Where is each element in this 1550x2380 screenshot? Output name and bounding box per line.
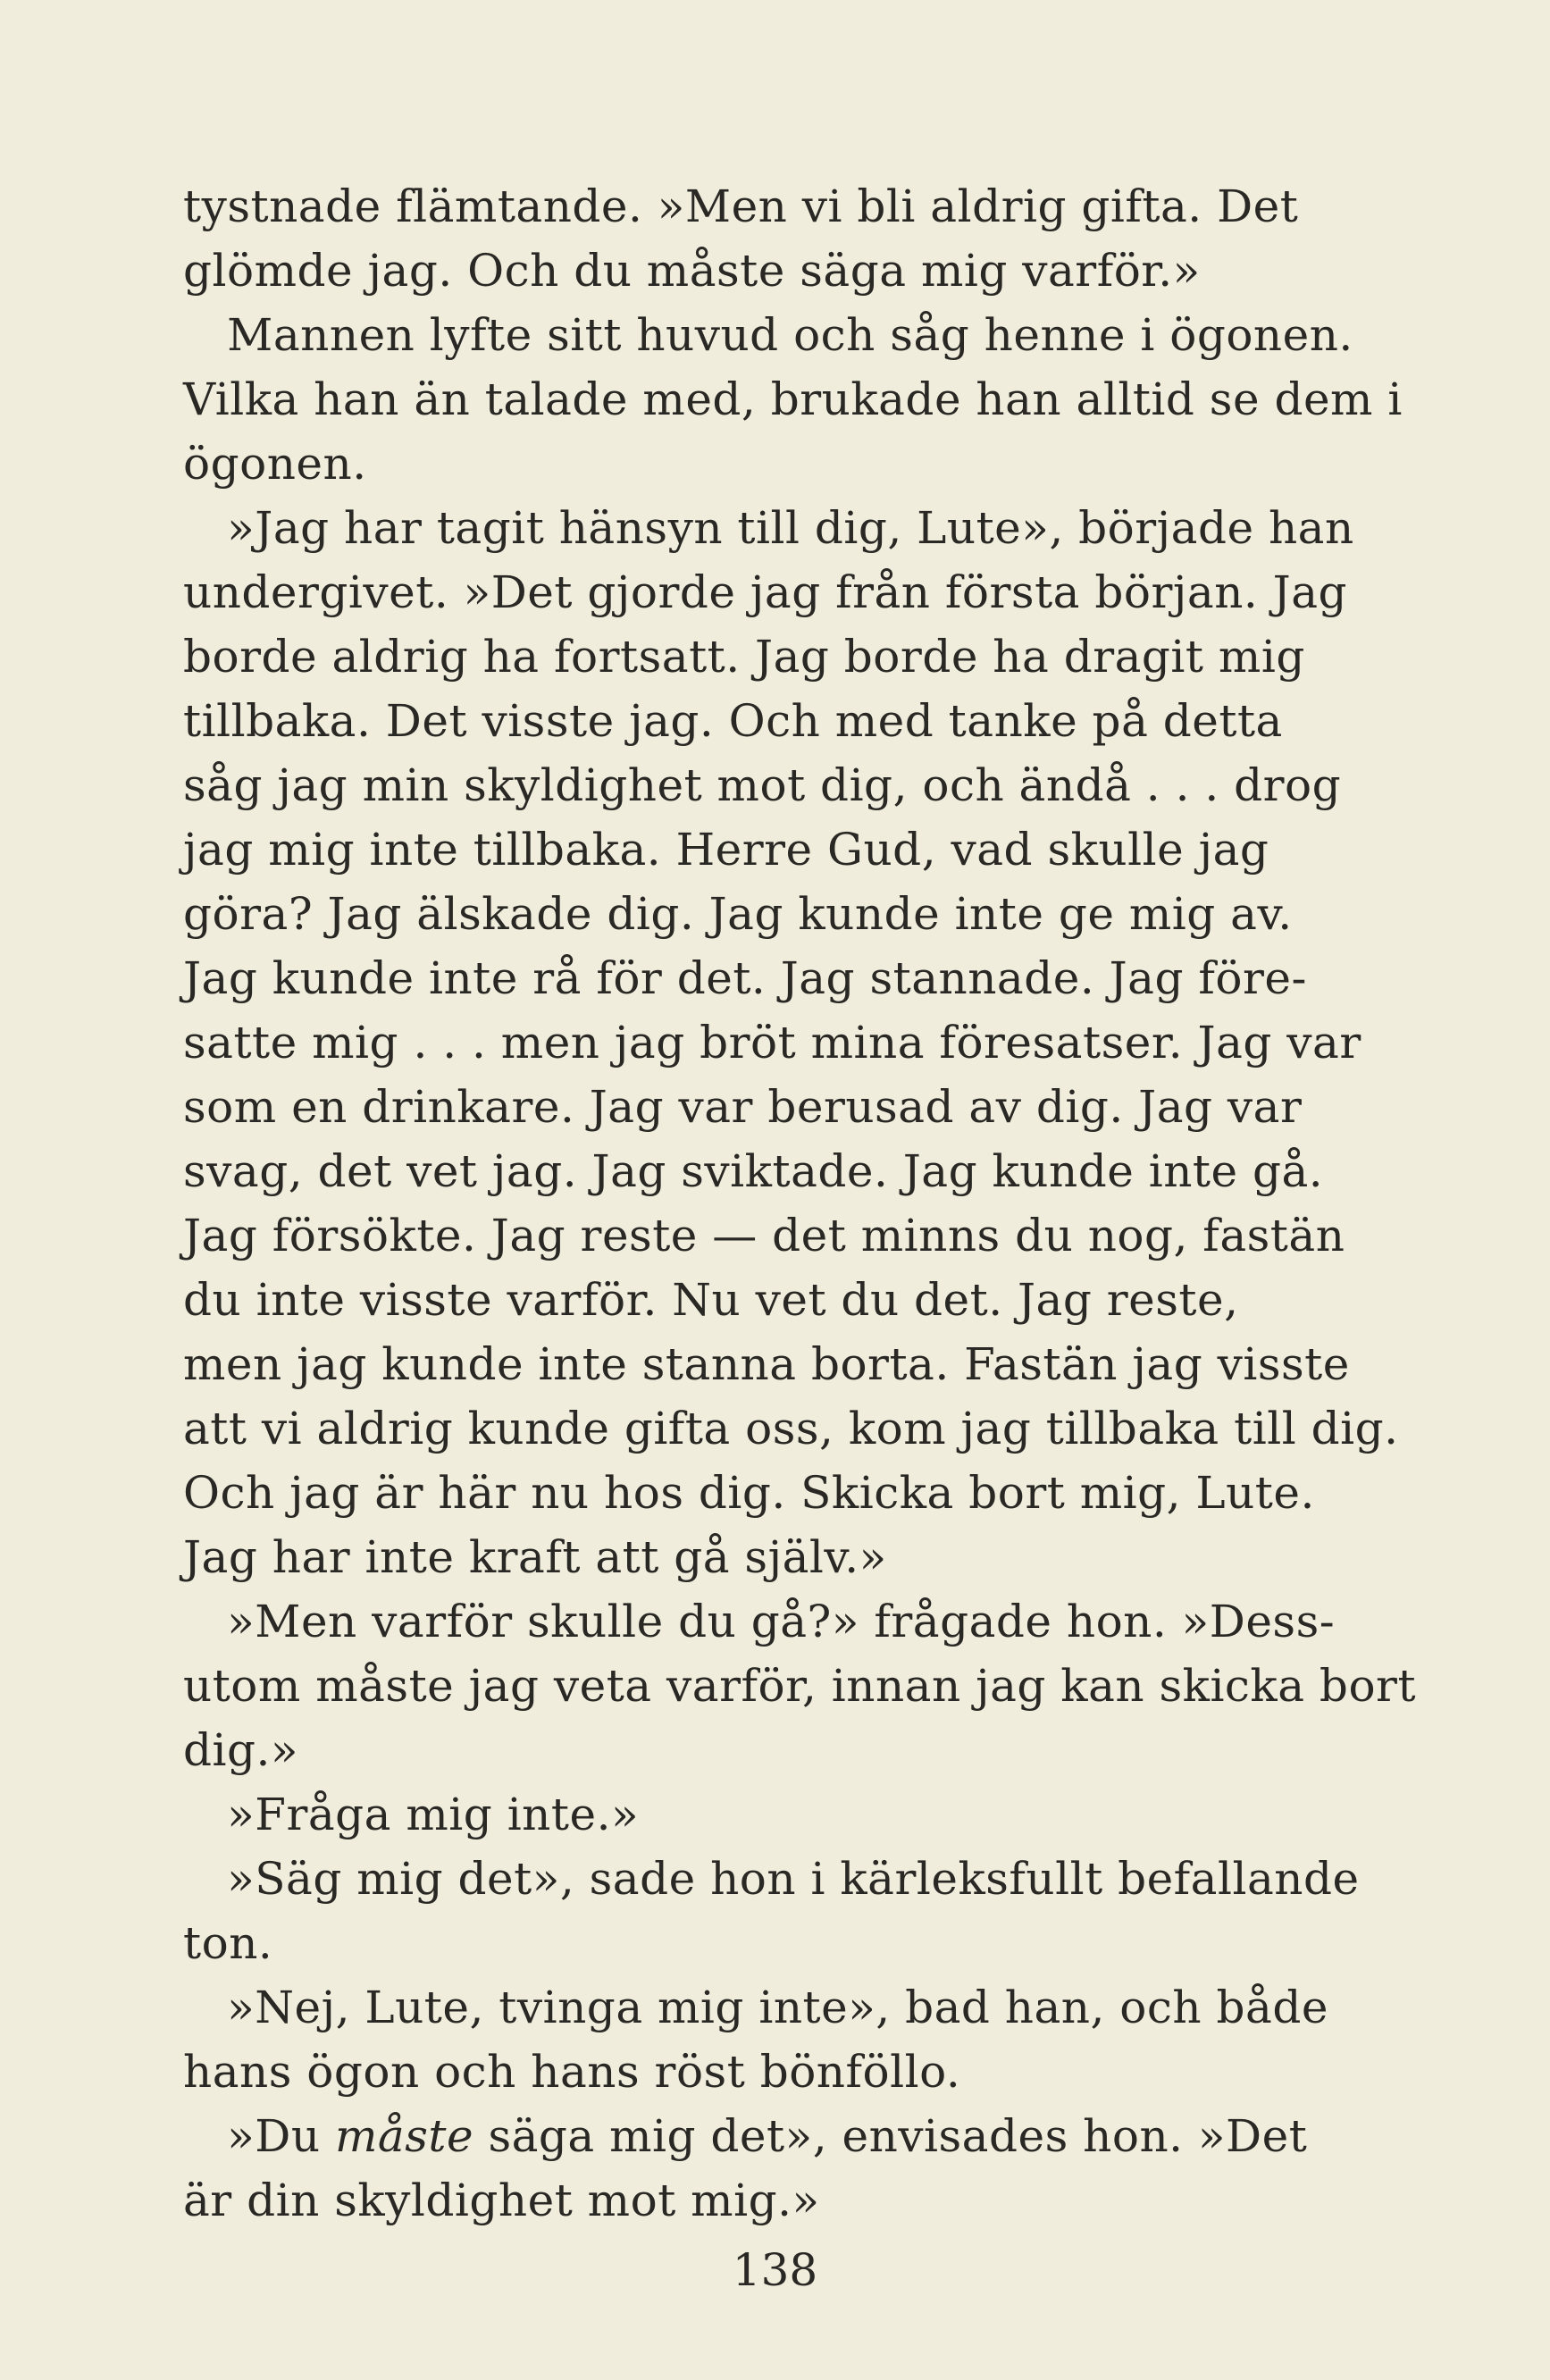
text-line: »Jag har tagit hänsyn till dig, Lute», började han [183,502,1354,554]
text-line: »Fråga mig inte.» [183,1789,640,1840]
text-line: ton. [183,1917,273,1969]
line-start: »Du [183,2110,335,2162]
text-line: svag, det vet jag. Jag sviktade. Jag kunde inte gå. [183,1145,1324,1197]
text-line: ögonen. [183,438,367,490]
text-line: men jag kunde inte stanna borta. Fastän jag visste [183,1338,1350,1390]
text-line: borde aldrig ha fortsatt. Jag borde ha dragit mig [183,631,1305,683]
text-line-with-emphasis [183,2104,1307,2168]
text-line: glömde jag. Och du måste säga mig varför.» [183,245,1201,297]
text-line: som en drinkare. Jag var berusad av dig. Jag var [183,1081,1303,1133]
page-number: 138 [732,2244,818,2296]
text-line: du inte visste varför. Nu vet du det. Jag reste, [183,1274,1239,1326]
text-line: hans ögon och hans röst bönföllo. [183,2046,961,2098]
text-line: tillbaka. Det visste jag. Och med tanke på detta [183,695,1283,747]
text-line: undergivet. »Det gjorde jag från första början. Jag [183,566,1348,618]
text-line: att vi aldrig kunde gifta oss, kom jag tillbaka till dig. [183,1403,1399,1454]
text-line: dig.» [183,1724,298,1776]
text-line: Vilka han än talade med, brukade han alltid se dem i [183,373,1403,425]
text-line: Jag kunde inte rå för det. Jag stannade. Jag före- [183,952,1307,1004]
line-end: säga mig det», envisades hon. »Det [473,2110,1308,2162]
emphasized-word: måste [334,2110,474,2162]
text-line: Jag försökte. Jag reste — det minns du nog, fastän [183,1210,1345,1261]
text-line: jag mig inte tillbaka. Herre Gud, vad skulle jag [183,824,1269,876]
text-line: tystnade flämtande. »Men vi bli aldrig gifta. Det [183,180,1299,232]
text-line: »Men varför skulle du gå?» frågade hon. »Dess- [183,1596,1336,1647]
text-line: Mannen lyfte sitt huvud och såg henne i ögonen. [183,309,1353,361]
text-line: »Nej, Lute, tvinga mig inte», bad han, och både [183,1982,1328,2033]
text-line: göra? Jag älskade dig. Jag kunde inte ge mig av. [183,888,1293,940]
text-line: utom måste jag veta varför, innan jag kan skicka bort [183,1660,1417,1712]
text-line: »Säg mig det», sade hon i kärleksfullt befallande [183,1853,1360,1905]
text-line: såg jag min skyldighet mot dig, och ändå . . . drog [183,759,1342,811]
text-line: Jag har inte kraft att gå själv.» [183,1531,887,1583]
text-line: är din skyldighet mot mig.» [183,2175,820,2226]
text-line: satte mig . . . men jag bröt mina föresatser. Jag var [183,1017,1361,1068]
text-line: Och jag är här nu hos dig. Skicka bort mig, Lute. [183,1467,1315,1519]
